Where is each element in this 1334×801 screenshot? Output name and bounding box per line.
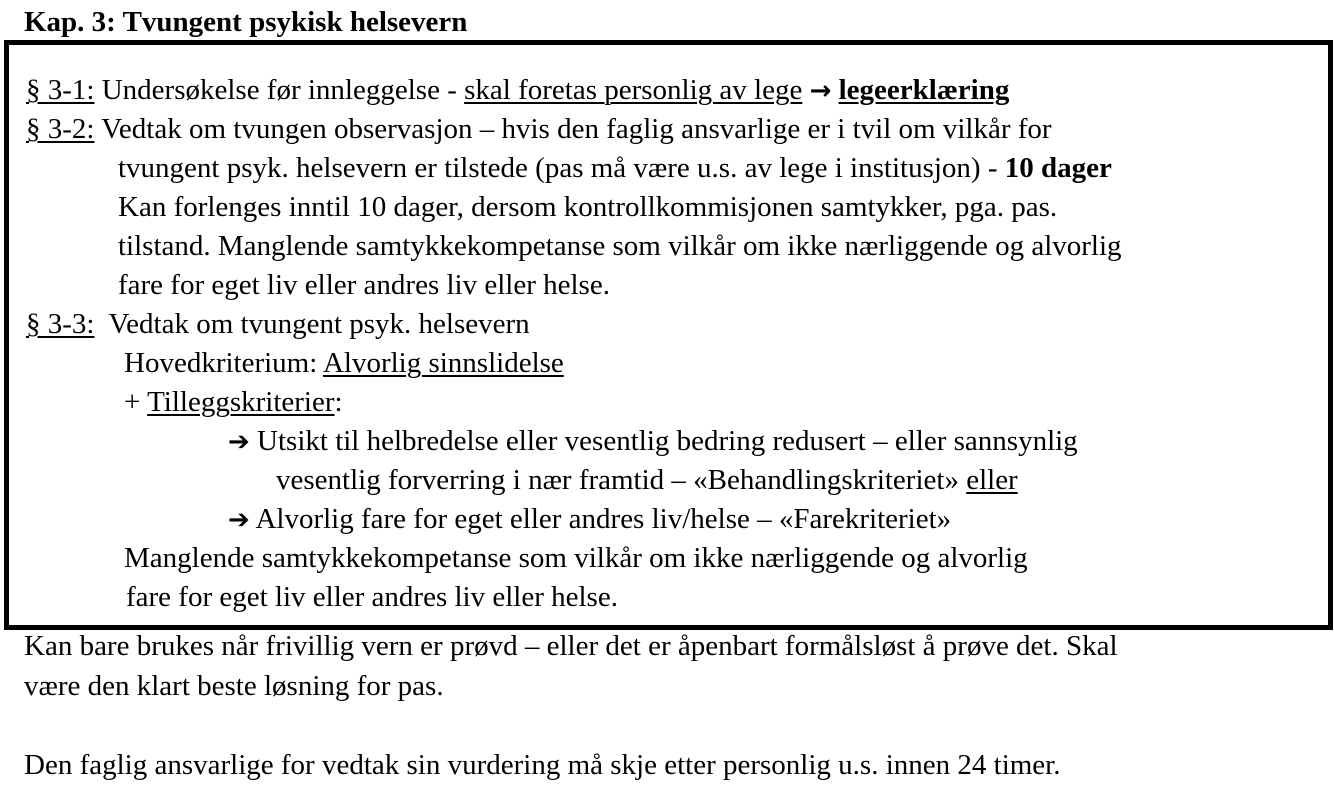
additional-criteria: Tilleggskriterier	[147, 386, 335, 418]
section-3-3-line1	[26, 306, 530, 342]
additional-prefix: +	[124, 386, 148, 418]
section-3-2-line2	[118, 150, 1112, 186]
main-criterion-line	[124, 345, 564, 381]
bullet-1-line2	[276, 462, 1018, 498]
section-3-2-text2: tvungent psyk. helsevern er tilstede (pas må være u.s. av lege i institusjon) -	[118, 152, 1005, 184]
section-3-1	[26, 72, 1009, 108]
bullet-1-text1: Utsikt til helbredelse eller vesentlig bedring redusert – eller sannsynlig	[257, 425, 1078, 457]
paragraph-2: Den faglig ansvarlige for vedtak sin vurdering må skje etter personlig u.s. innen 24 timer.	[24, 749, 1061, 781]
bullet-arrow-icon: ➔	[228, 427, 250, 457]
section-3-1-text: Undersøkelse før innleggelse -	[101, 74, 465, 106]
capacity-line1: Manglende samtykkekompetanse som vilkår om ikke nærliggende og alvorlig	[124, 542, 1028, 574]
section-3-1-underlined: skal foretas personlig av lege	[464, 74, 803, 106]
bullet-2-text: Alvorlig fare for eget eller andres liv/helse – «Farekriteriet»	[255, 503, 952, 535]
capacity-line2: fare for eget liv eller andres liv eller helse.	[126, 581, 618, 613]
section-3-2-line5: fare for eget liv eller andres liv eller helse.	[118, 269, 610, 301]
section-3-2-line1	[26, 111, 1052, 147]
section-3-2-text1: Vedtak om tvungen observasjon – hvis den faglig ansvarlige er i tvil om vilkår for	[101, 113, 1052, 145]
section-3-3-label: § 3-3:	[26, 308, 95, 340]
bullet-2-line	[228, 501, 951, 537]
bullet-1-line1	[228, 423, 1078, 459]
section-3-1-result: legeerklæring	[838, 74, 1010, 106]
additional-suffix: :	[334, 386, 343, 418]
paragraph-1-line1: Kan bare brukes når frivillig vern er prøvd – eller det er åpenbart formålsløst å prøve det. Skal	[24, 630, 1118, 662]
right-arrow-icon: →	[809, 76, 832, 106]
section-3-1-label: § 3-1:	[26, 74, 95, 106]
additional-criteria-line	[124, 384, 343, 420]
bullet-1-text2: vesentlig forverring i nær framtid – «Behandlingskriteriet»	[276, 464, 967, 496]
chapter-title: Kap. 3: Tvungent psykisk helsevern	[24, 6, 468, 38]
section-3-2-line3: Kan forlenges inntil 10 dager, dersom kontrollkommisjonen samtykker, pga. pas.	[118, 191, 1058, 223]
section-3-3-text1: Vedtak om tvungent psyk. helsevern	[108, 308, 530, 340]
section-3-2-label: § 3-2:	[26, 113, 95, 145]
bullet-1-or: eller	[966, 464, 1018, 496]
paragraph-1-line2: være den klart beste løsning for pas.	[24, 670, 444, 702]
section-3-2-line4: tilstand. Manglende samtykkekompetanse som vilkår om ikke nærliggende og alvorlig	[118, 230, 1122, 262]
bullet-arrow-icon: ➔	[228, 505, 250, 535]
main-criterion: Alvorlig sinnslidelse	[322, 347, 564, 379]
section-3-2-duration: 10 dager	[1004, 152, 1112, 184]
main-criterion-prefix: Hovedkriterium:	[124, 347, 323, 379]
